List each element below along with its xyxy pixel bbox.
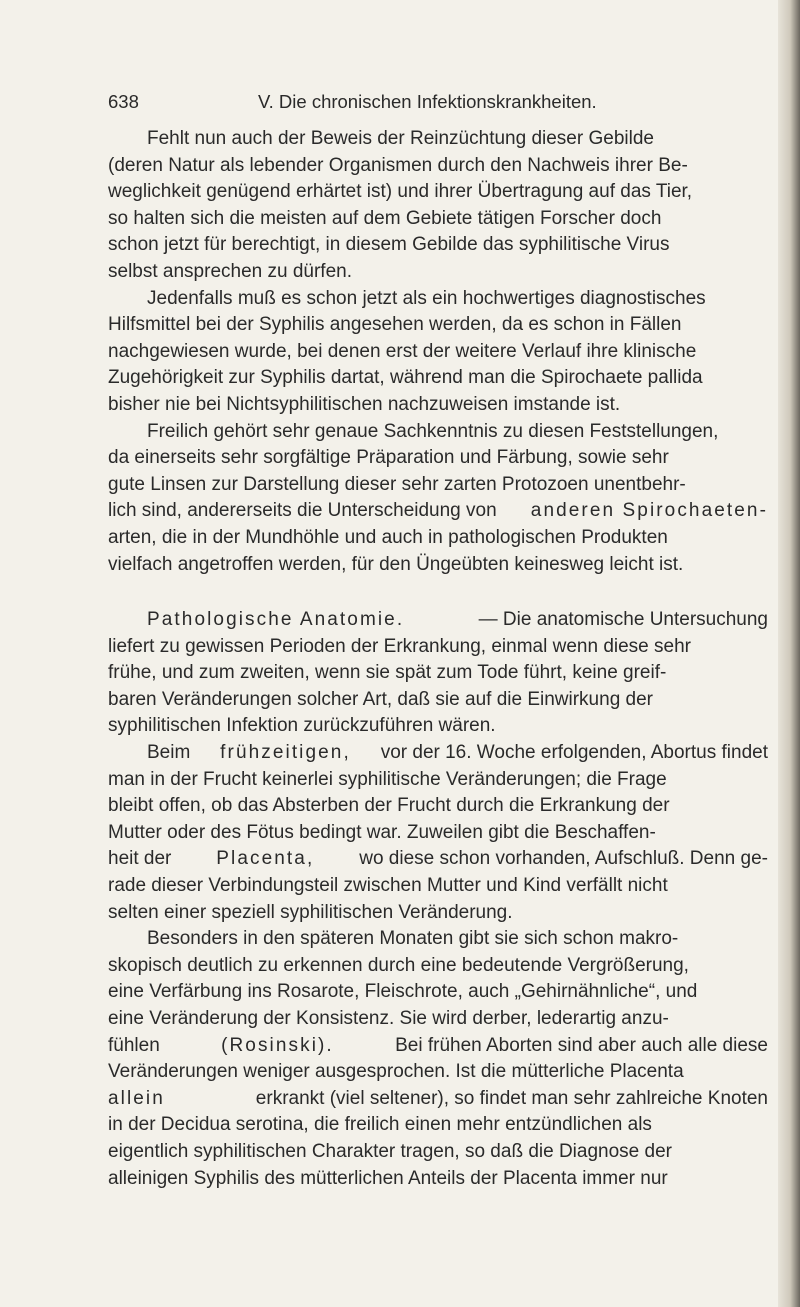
text-segment: vor der 16. Woche erfolgenden, Abortus findet [380, 742, 768, 764]
text-segment: heit der [108, 848, 172, 870]
text-line [108, 498, 768, 525]
text-line [108, 846, 768, 873]
emphasis-allein: allein [108, 1087, 165, 1109]
text-line [108, 740, 768, 767]
text-segment: Beim [147, 742, 191, 764]
text-line [108, 1086, 768, 1113]
page-header [108, 90, 768, 114]
text-segment: — Die anatomische Untersuchung [478, 609, 768, 631]
text-line: arten, die in der Mundhöhle und auch in pathologischen Produkten [108, 526, 668, 548]
text-line: nachgewiesen wurde, bei denen erst der weitere Verlauf ihre klinische [108, 340, 697, 362]
text-line: schon jetzt für berechtigt, in diesem Gebilde das syphilitische Virus [108, 234, 670, 256]
section-gap [108, 578, 768, 607]
text-line: selbst ansprechen zu dürfen. [108, 260, 352, 282]
text-line: Besonders in den späteren Monaten gibt sie sich schon makro- [147, 928, 679, 950]
text-line: so halten sich die meisten auf dem Gebiete tätigen Forscher doch [108, 207, 662, 229]
section-heading: Pathologische Anatomie. [147, 609, 405, 631]
text-line: Veränderungen weniger ausgesprochen. Ist die mütterliche Placenta [108, 1061, 684, 1083]
text-line: frühe, und zum zweiten, wenn sie spät zum Tode führt, keine greif- [108, 662, 667, 684]
text-line: rade dieser Verbindungsteil zwischen Mutter und Kind verfällt nicht [108, 875, 668, 897]
text-line: Jedenfalls muß es schon jetzt als ein hochwertiges diagnostisches [147, 287, 706, 309]
text-line: gute Linsen zur Darstellung dieser sehr zarten Protozoen unentbehr- [108, 473, 686, 495]
paragraph-sachkenntnis [108, 419, 768, 579]
text-segment: lich sind, andererseits die Unterscheidung von [108, 500, 497, 522]
text-line: liefert zu gewissen Perioden der Erkrankung, einmal wenn diese sehr [108, 635, 691, 657]
text-segment: fühlen [108, 1034, 160, 1056]
text-line: weglichkeit genügend erhärtet ist) und ihrer Übertragung auf das Tier, [108, 181, 693, 203]
body-text [108, 126, 768, 1192]
text-line [108, 607, 768, 634]
text-line [108, 1033, 768, 1060]
text-line: da einerseits sehr sorgfältige Präparation und Färbung, sowie sehr [108, 447, 669, 469]
text-line: bisher nie bei Nichtsyphilitischen nachzuweisen imstande ist. [108, 393, 621, 415]
text-line: in der Decidua serotina, die freilich einen mehr entzündlichen als [108, 1114, 652, 1136]
emphasis-fruehzeitigen: frühzeitigen, [220, 742, 351, 764]
paragraph-makroskopisch [108, 926, 768, 1192]
text-line: man in der Frucht keinerlei syphilitische Veränderungen; die Frage [108, 768, 667, 790]
emphasis-spirochaeten: anderen Spirochaeten- [530, 500, 768, 522]
text-line: Mutter oder des Fötus bedingt war. Zuweilen gibt die Beschaffen- [108, 821, 656, 843]
text-line: eigentlich syphilitischen Charakter tragen, so daß die Diagnose der [108, 1140, 672, 1162]
text-line: selten einer speziell syphilitischen Veränderung. [108, 901, 513, 923]
emphasis-rosinski: (Rosinski). [221, 1034, 334, 1056]
text-line: Fehlt nun auch der Beweis der Reinzüchtung dieser Gebilde [147, 128, 654, 149]
text-line: Freilich gehört sehr genaue Sachkenntnis zu diesen Feststellungen, [147, 420, 719, 442]
text-line: Zugehörigkeit zur Syphilis dartat, während man die Spirochaete pallida [108, 367, 703, 389]
paragraph-abortus [108, 740, 768, 926]
text-line: alleinigen Syphilis des mütterlichen Anteils der Placenta immer nur [108, 1167, 668, 1189]
running-head: V. Die chronischen Infektionskrankheiten. [258, 91, 597, 112]
text-line: baren Veränderungen solcher Art, daß sie auf die Einwirkung der [108, 688, 653, 710]
page-number: 638 [108, 91, 139, 112]
paragraph-pathologische-anatomie [108, 607, 768, 740]
text-line: Hilfsmittel bei der Syphilis angesehen werden, da es schon in Fällen [108, 314, 682, 336]
text-line: (deren Natur als lebender Organismen durch den Nachweis ihrer Be- [108, 154, 688, 176]
text-line: bleibt offen, ob das Absterben der Frucht durch die Erkrankung der [108, 795, 670, 817]
emphasis-placenta: Placenta, [216, 848, 315, 870]
text-segment: Bei frühen Aborten sind aber auch alle diese [395, 1034, 768, 1056]
text-segment: erkrankt (viel seltener), so findet man sehr zahlreiche Knoten [255, 1087, 768, 1109]
text-line: syphilitischen Infektion zurückzuführen wären. [108, 715, 496, 737]
paragraph-reinzuechtung [108, 126, 768, 286]
text-line: eine Verfärbung ins Rosarote, Fleischrote, auch „Gehirnähnliche“, und [108, 981, 698, 1003]
text-line: skopisch deutlich zu erkennen durch eine bedeutende Vergrößerung, [108, 954, 689, 976]
page-edge-shadow [778, 0, 800, 1307]
paragraph-diagnostisch [108, 286, 768, 419]
text-line: eine Veränderung der Konsistenz. Sie wird derber, lederartig anzu- [108, 1008, 669, 1029]
text-segment: wo diese schon vorhanden, Aufschluß. Denn ge- [359, 848, 768, 870]
text-line: vielfach angetroffen werden, für den Üngeübten keinesweg leicht ist. [108, 553, 684, 575]
